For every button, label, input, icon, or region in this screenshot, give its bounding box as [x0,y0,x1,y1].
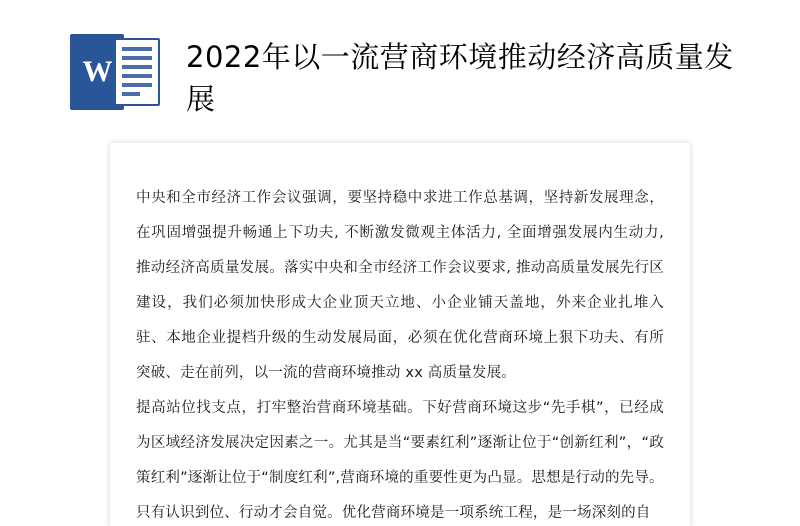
word-icon-page-line [122,56,152,60]
word-icon-page-line [122,65,152,69]
word-icon-page-line [122,47,152,51]
word-icon-page-line [122,92,140,96]
document-paragraph: 只有认识到位、行动才会自觉。优化营商环境是一项系统工程，是一场深刻的自 [136,505,651,521]
page-title: 2022年以一流营商环境推动经济高质量发展 [186,40,734,116]
document-body-sheet [110,143,690,526]
word-icon-page [114,38,160,106]
word-icon-letter: W [82,55,112,88]
word-icon-page-line [122,74,152,78]
document-paragraph: 中央和全市经济工作会议强调，要坚持稳中求进工作总基调，坚持新发展理念，在巩固增强提升畅通上下功夫, 不断激发微观主体活力, 全面增强发展内生动力, 推动经济高质量发展。落实中央和全市经济工作会议要求, 推动高质量发展先行区建设，我们必须加快形成大企业顶天立地、小企业铺天盖地，外来企业扎堆入驻、本地企业提档升级的生动发展局面，必须在优化营商环境上狠下功夫、有所突破、走在前列，以一流的营商环境推动 xx 高质量发展。 [136,190,664,381]
word-icon-page-line [122,83,152,87]
document-header [0,0,800,140]
document-paragraph: 提高站位找支点，打牢整治营商环境基础。下好营商环境这步“先手棋”，已经成为区域经济发展决定因素之一。尤其是当“要素红利”逐渐让位于“创新红利”，“政策红利”逐渐让位于“制度红利”,营商环境的重要性更为凸显。思想是行动的先导。 [136,400,664,486]
word-document-icon [70,34,160,110]
